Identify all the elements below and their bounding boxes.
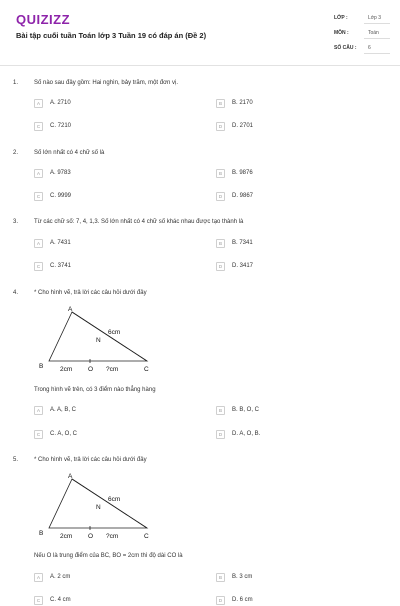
length-bo: 2cm xyxy=(60,366,73,373)
triangle-figure xyxy=(36,304,156,374)
option-text: A. 2 cm xyxy=(50,574,71,580)
option-letter-box: B xyxy=(216,99,225,108)
option-letter-box: A xyxy=(34,406,43,415)
option-letter-box: C xyxy=(34,122,43,131)
label-n: N xyxy=(96,504,101,511)
option-text: B. 3 cm xyxy=(232,574,253,580)
question-number: 4. xyxy=(13,290,19,296)
option-letter-box: D xyxy=(216,430,225,439)
option-text: C. 7210 xyxy=(50,123,72,129)
label-o: O xyxy=(88,366,94,373)
option-letter-box: C xyxy=(34,430,43,439)
option-text: C. A, O, C xyxy=(50,431,78,437)
question-number: 2. xyxy=(13,150,19,156)
label-o: O xyxy=(88,533,94,540)
option-letter-box: C xyxy=(34,596,43,605)
option-text: B. B, O, C xyxy=(232,407,260,413)
document-title: Bài tập cuối tuần Toán lớp 3 Tuần 19 có đáp án (Đề 2) xyxy=(16,31,207,40)
option-letter-box: A xyxy=(34,169,43,178)
option-letter-box: A xyxy=(34,573,43,582)
meta-subject-label: MÔN : xyxy=(334,30,349,36)
meta-grade xyxy=(334,14,390,24)
length-bo: 2cm xyxy=(60,533,73,540)
question-number: 3. xyxy=(13,219,19,225)
question-number: 1. xyxy=(13,80,19,86)
meta-grade-value: Lớp 3 xyxy=(368,15,382,21)
question-text: * Cho hình vẽ, trả lời các câu hỏi dưới đây xyxy=(34,457,147,463)
option-text: B. 9876 xyxy=(232,170,253,176)
side-ac xyxy=(72,479,147,528)
length-6cm: 6cm xyxy=(108,496,121,503)
question-number: 5. xyxy=(13,457,19,463)
label-c: C xyxy=(144,533,149,540)
option-text: C. 4 cm xyxy=(50,597,71,603)
question-subtext: Trong hình vẽ trên, có 3 điểm nào thẳng hàng xyxy=(34,387,156,393)
meta-underline xyxy=(364,23,390,24)
option-letter-box: B xyxy=(216,169,225,178)
option-text: D. 3417 xyxy=(232,263,254,269)
option-letter-box: B xyxy=(216,406,225,415)
label-a: A xyxy=(68,473,73,480)
option-text: D. 9867 xyxy=(232,193,254,199)
meta-subject-value: Toán xyxy=(368,30,379,36)
question-text: Số nào sau đây gồm: Hai nghìn, bảy trăm, một đơn vị. xyxy=(34,80,179,86)
meta-underline xyxy=(364,38,390,39)
option-letter-box: A xyxy=(34,239,43,248)
length-6cm: 6cm xyxy=(108,329,121,336)
option-letter-box: D xyxy=(216,262,225,271)
option-text: A. 2710 xyxy=(50,100,71,106)
option-text: A. 7431 xyxy=(50,240,71,246)
meta-count-value: 6 xyxy=(368,45,371,51)
page-header xyxy=(0,0,400,66)
side-ac xyxy=(72,312,147,361)
option-letter-box: B xyxy=(216,239,225,248)
option-text: D. A, O, B. xyxy=(232,431,261,437)
question-text: Số lớn nhất có 4 chữ số là xyxy=(34,150,105,156)
option-text: B. 2170 xyxy=(232,100,253,106)
option-letter-box: B xyxy=(216,573,225,582)
option-text: C. 9999 xyxy=(50,193,72,199)
option-letter-box: D xyxy=(216,192,225,201)
question-text: Từ các chữ số: 7, 4, 1,3. Số lớn nhất có 4 chữ số khác nhau được tạo thành là xyxy=(34,219,244,225)
question-text: * Cho hình vẽ, trả lời các câu hỏi dưới đây xyxy=(34,290,147,296)
label-n: N xyxy=(96,337,101,344)
triangle-figure xyxy=(36,471,156,541)
meta-count xyxy=(334,44,390,54)
triangle-diagram xyxy=(36,471,156,541)
label-a: A xyxy=(68,306,73,313)
label-b: B xyxy=(39,530,44,537)
option-text: A. A, B, C xyxy=(50,407,77,413)
option-text: B. 7341 xyxy=(232,240,253,246)
option-text: D. 2701 xyxy=(232,123,254,129)
option-letter-box: C xyxy=(34,192,43,201)
meta-count-label: SỐ CÂU : xyxy=(334,45,357,51)
question-subtext: Nếu O là trung điểm của BC, BO = 2cm thì độ dài CO là xyxy=(34,553,183,559)
option-letter-box: D xyxy=(216,122,225,131)
triangle-diagram xyxy=(36,304,156,374)
option-letter-box: D xyxy=(216,596,225,605)
option-text: D. 6 cm xyxy=(232,597,253,603)
option-letter-box: C xyxy=(34,262,43,271)
option-letter-box: A xyxy=(34,99,43,108)
meta-subject xyxy=(334,29,390,39)
length-oc: ?cm xyxy=(106,533,119,540)
option-text: C. 3741 xyxy=(50,263,72,269)
quizizz-logo: QUIZIZZ xyxy=(16,12,71,27)
option-text: A. 9783 xyxy=(50,170,71,176)
label-b: B xyxy=(39,363,44,370)
label-c: C xyxy=(144,366,149,373)
length-oc: ?cm xyxy=(106,366,119,373)
meta-grade-label: LỚP : xyxy=(334,15,348,21)
meta-underline xyxy=(364,53,390,54)
